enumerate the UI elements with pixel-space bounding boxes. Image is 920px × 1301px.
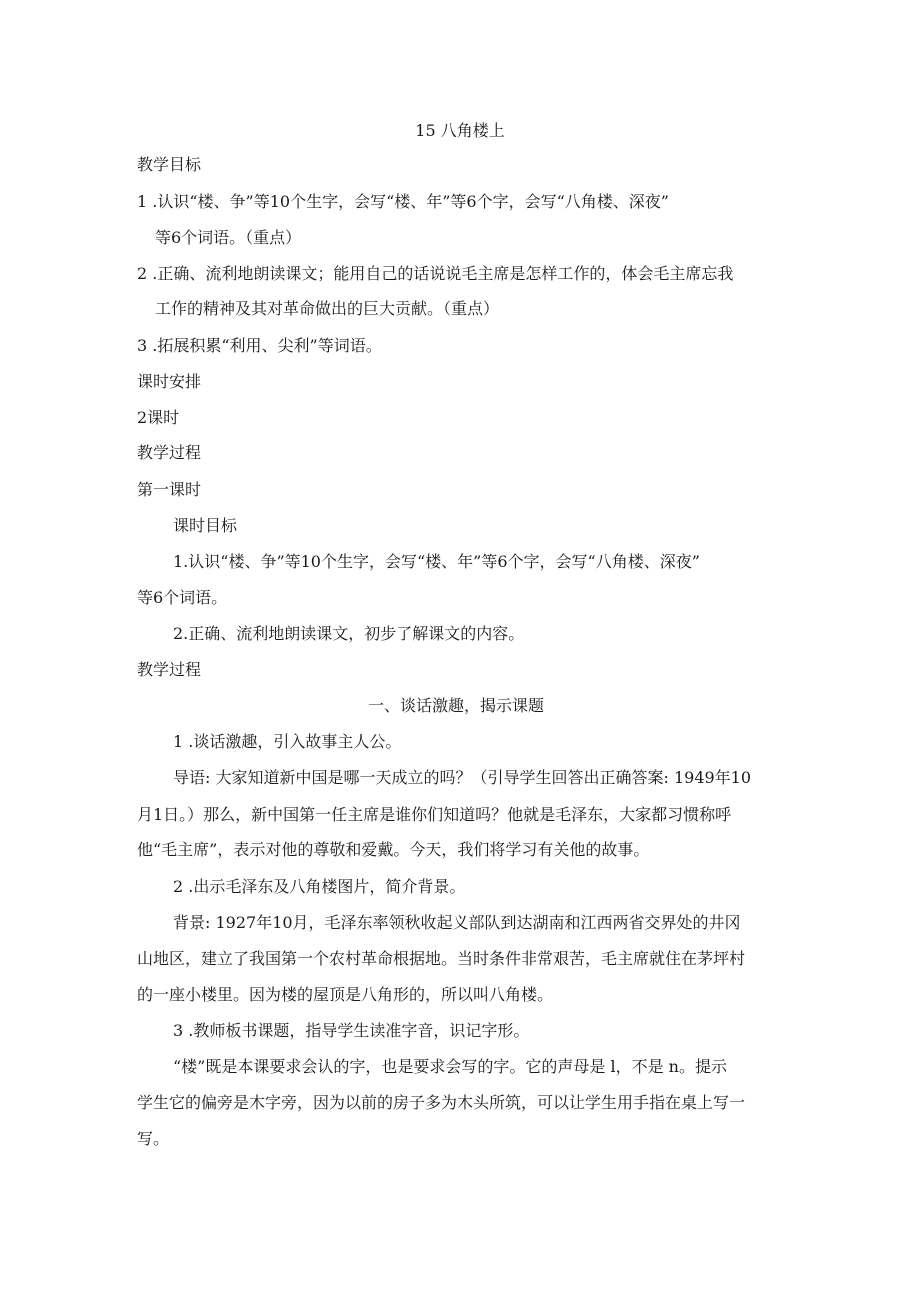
- step-2: 2 .出示毛泽东及八角楼图片，简介背景。: [173, 877, 466, 896]
- goal-1-line1: 1 .认识“楼、争”等10个生字，会写“楼、年”等6个字，会写“八角楼、深夜”: [137, 192, 669, 211]
- step-3: 3 .教师板书课题，指导学生读准字音，识记字形。: [173, 1021, 530, 1040]
- schedule-heading: 课时安排: [137, 372, 202, 391]
- background-line1: 背景: 1927年10月，毛泽东率领秋收起义部队到达湖南和江西两省交界处的井冈: [173, 913, 741, 932]
- process-heading-2: 教学过程: [137, 660, 202, 679]
- intro-line3: 他“毛主席”，表示对他的尊敬和爱戴。今天，我们将学习有关他的故事。: [137, 840, 650, 859]
- intro-line1: 导语: 大家知道新中国是哪一天成立的吗？（引导学生回答出正确答案: 1949年10: [173, 768, 752, 787]
- goal-1-line2: 等6个词语。（重点）: [155, 228, 302, 247]
- background-line3: 的一座小楼里。因为楼的屋顶是八角形的，所以叫八角楼。: [137, 985, 554, 1004]
- lesson-goal-2: 2.正确、流利地朗读课文，初步了解课文的内容。: [173, 624, 525, 643]
- teaching-goals-heading: 教学目标: [137, 155, 202, 174]
- lesson-goals-heading: 课时目标: [173, 516, 238, 535]
- lesson-goal-1-line1: 1.认识“楼、争”等10个生字，会写“楼、年”等6个字，会写“八角楼、深夜”: [173, 552, 700, 571]
- lesson1-heading: 第一课时: [137, 480, 202, 499]
- lou-line3: 写。: [137, 1129, 170, 1148]
- page-title: 15 八角楼上: [415, 121, 505, 140]
- goal-2-line1: 2 .正确、流利地朗读课文；能用自己的话说说毛主席是怎样工作的，体会毛主席忘我: [137, 264, 734, 283]
- lesson-goal-1-line2: 等6个词语。: [137, 588, 228, 607]
- lou-line1: “楼”既是本课要求会认的字，也是要求会写的字。它的声母是 l，不是 n。提示: [173, 1057, 727, 1076]
- background-line2: 山地区，建立了我国第一个农村革命根据地。当时条件非常艰苦，毛主席就住在茅坪村: [137, 949, 746, 968]
- step-1: 1 .谈话激趣，引入故事主人公。: [173, 732, 402, 751]
- goal-3: 3 .拓展积累“利用、尖利”等词语。: [137, 336, 382, 355]
- part1-heading: 一、谈话激趣，揭示课题: [368, 696, 545, 715]
- intro-line2: 月1日。）那么，新中国第一任主席是谁你们知道吗？他就是毛泽东，大家都习惯称呼: [137, 805, 732, 824]
- schedule-value: 2课时: [137, 408, 180, 427]
- lou-line2: 学生它的偏旁是木字旁，因为以前的房子多为木头所筑，可以让学生用手指在桌上写一: [137, 1093, 746, 1112]
- process-heading: 教学过程: [137, 443, 202, 462]
- goal-2-line2: 工作的精神及其对革命做出的巨大贡献。（重点）: [155, 299, 500, 318]
